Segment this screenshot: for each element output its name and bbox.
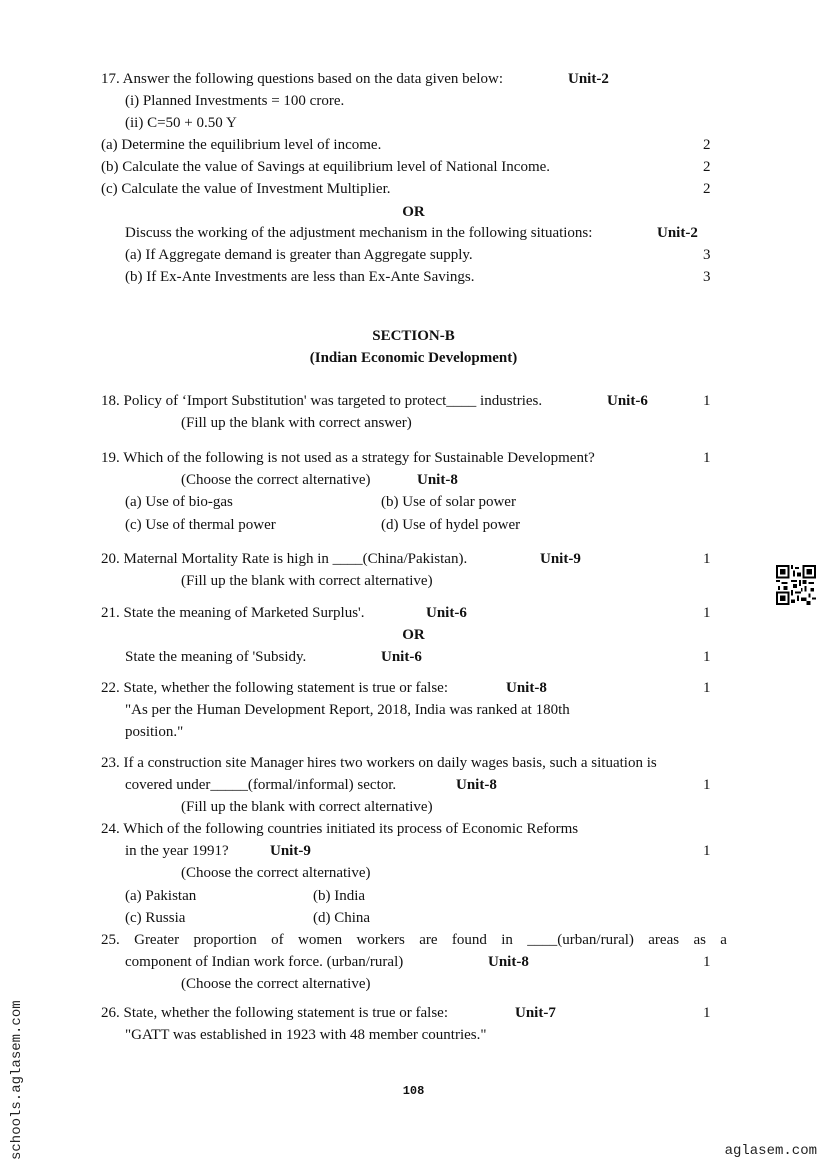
q25-word: women [297,932,343,948]
q20-unit: Unit-9 [540,551,581,567]
q25-word: as [693,932,706,948]
q17-alt-unit: Unit-2 [657,225,698,241]
q23-marks: 1 [703,777,711,793]
qr-code-icon [776,565,816,605]
q17-alt-text: Discuss the working of the adjustment mechanism in the following situations: [125,225,593,241]
q24-instruction: (Choose the correct alternative) [181,865,371,881]
corner-watermark: aglasem.com [724,1143,817,1159]
q21-text: 21. State the meaning of Marketed Surplus'. [101,605,365,621]
q26-unit: Unit-7 [515,1005,556,1021]
q25-word: a [720,932,727,948]
q18-text: 18. Policy of ‘Import Substitution' was targeted to protect____ industries. [101,393,543,409]
q21-unit: Unit-6 [426,605,467,621]
q22-marks: 1 [703,680,711,696]
q21-or: OR [402,627,425,643]
q23-instruction: (Fill up the blank with correct alternative) [181,799,433,815]
q17-text: 17. Answer the following questions based on the data given below: [101,71,504,87]
q17-alt-a-marks: 3 [703,247,711,263]
q26-statement: "GATT was established in 1923 with 48 member countries." [125,1027,487,1043]
q17-part-b: (b) Calculate the value of Savings at equilibrium level of National Income. [101,159,551,175]
q17-alt-a: (a) If Aggregate demand is greater than Aggregate supply. [125,247,473,263]
section-subtitle: (Indian Economic Development) [309,350,518,366]
q25-line2: component of Indian work force. (urban/rural) [125,954,404,970]
q25-word: workers [356,932,405,948]
q17-data-i: (i) Planned Investments = 100 crore. [125,93,345,109]
q17-or: OR [402,204,425,220]
q25-marks: 1 [703,954,711,970]
q26-text: 26. State, whether the following statement is true or false: [101,1005,448,1021]
q20-marks: 1 [703,551,711,567]
q19-text: 19. Which of the following is not used as a strategy for Sustainable Development? [101,450,595,466]
q24-line2: in the year 1991? [125,843,229,859]
q19-unit: Unit-8 [417,472,458,488]
side-watermark: schools.aglasem.com [9,1000,25,1160]
q25-word: areas [648,932,680,948]
q25-word: proportion [193,932,257,948]
q18-marks: 1 [703,393,711,409]
q25-word: are [419,932,438,948]
q22-unit: Unit-8 [506,680,547,696]
q19-option-a: (a) Use of bio-gas [125,494,233,510]
q21-alt-unit: Unit-6 [381,649,422,665]
q22-statement-line2: position." [125,724,184,740]
q24-line1: 24. Which of the following countries initiated its process of Economic Reforms [101,821,579,837]
q20-instruction: (Fill up the blank with correct alternative) [181,573,433,589]
q17-data-ii: (ii) C=50 + 0.50 Y [125,115,237,131]
q17-alt-b-marks: 3 [703,269,711,285]
q20-text: 20. Maternal Mortality Rate is high in ____(China/Pakistan). [101,551,468,567]
q25-line1 [101,931,727,949]
q19-option-d: (d) Use of hydel power [381,517,521,533]
q17-part-c: (c) Calculate the value of Investment Multiplier. [101,181,391,197]
q17-part-a-marks: 2 [703,137,711,153]
q19-option-c: (c) Use of thermal power [125,517,276,533]
q17-part-a: (a) Determine the equilibrium level of income. [101,137,382,153]
q24-marks: 1 [703,843,711,859]
q25-word: Greater [134,932,180,948]
q25-word: in [501,932,513,948]
q24-option-c: (c) Russia [125,910,186,926]
q19-marks: 1 [703,450,711,466]
q21-alt-text: State the meaning of 'Subsidy. [125,649,307,665]
q19-option-b: (b) Use of solar power [381,494,516,510]
q21-alt-marks: 1 [703,649,711,665]
q17-part-c-marks: 2 [703,181,711,197]
q24-option-a: (a) Pakistan [125,888,197,904]
q21-marks: 1 [703,605,711,621]
section-title: SECTION-B [372,328,455,344]
q25-word: ____(urban/rural) [527,932,634,948]
q25-unit: Unit-8 [488,954,529,970]
q19-instruction: (Choose the correct alternative) [181,472,371,488]
q17-unit: Unit-2 [568,71,609,87]
q22-statement-line1: "As per the Human Development Report, 2018, India was ranked at 180th [125,702,570,718]
q18-instruction: (Fill up the blank with correct answer) [181,415,412,431]
q17-part-b-marks: 2 [703,159,711,175]
q25-word: of [271,932,284,948]
q18-unit: Unit-6 [607,393,648,409]
q23-line1: 23. If a construction site Manager hires two workers on daily wages basis, such a situation is [101,755,657,771]
q23-line2: covered under_____(formal/informal) sector. [125,777,397,793]
q23-unit: Unit-8 [456,777,497,793]
q25-word: 25. [101,932,120,948]
q24-unit: Unit-9 [270,843,311,859]
q22-text: 22. State, whether the following statement is true or false: [101,680,448,696]
q17-alt-b: (b) If Ex-Ante Investments are less than Ex-Ante Savings. [125,269,475,285]
page-number: 108 [402,1084,425,1098]
q24-option-b: (b) India [313,888,366,904]
q25-instruction: (Choose the correct alternative) [181,976,371,992]
q25-word: found [451,932,487,948]
q26-marks: 1 [703,1005,711,1021]
q24-option-d: (d) China [313,910,371,926]
